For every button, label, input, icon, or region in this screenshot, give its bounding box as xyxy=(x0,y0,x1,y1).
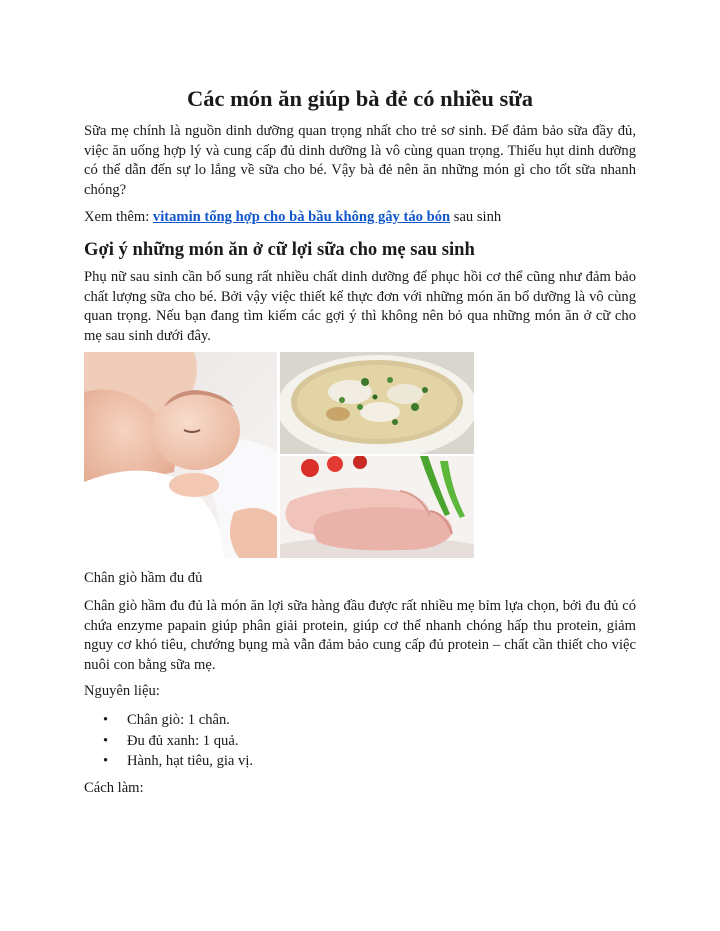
section-heading: Gợi ý những món ăn ở cữ lợi sữa cho mẹ sau sinh xyxy=(84,239,475,260)
breastfeeding-photo xyxy=(84,352,277,558)
page-title: Các món ăn giúp bà đẻ có nhiều sữa xyxy=(186,86,534,111)
see-more-line xyxy=(84,208,636,228)
ingredients-label: Nguyên liệu: xyxy=(84,683,160,699)
section-intro-paragraph: Phụ nữ sau sinh cần bổ sung rất nhiều chất dinh dưỡng để phục hồi cơ thể cũng như đảm bảo chất lượng sữa cho bé. Bởi vậy việc thiết kế thực đơn với những món ăn bổ dưỡng là vô cùng quan trọng. Nếu bạn đang tìm kiếm các gợi ý thì không nên bỏ qua những món ăn ở cữ cho mẹ sau sinh dưới đây. xyxy=(84,269,636,344)
ingredient-text: Đu đủ xanh: 1 quả. xyxy=(127,732,239,749)
photo-collage xyxy=(84,352,474,558)
dish-title: Chân giò hầm đu đủ xyxy=(84,570,203,586)
see-more-suffix: sau sinh xyxy=(450,209,502,225)
soup-bowl-photo xyxy=(280,352,474,454)
list-item xyxy=(84,731,253,752)
see-more-link[interactable]: vitamin tổng hợp cho bà bầu không gây táo bón xyxy=(152,209,451,225)
see-more-prefix: Xem thêm: xyxy=(84,209,153,225)
bullet-icon: • xyxy=(103,753,109,769)
ingredients-list xyxy=(84,710,253,772)
method-label: Cách làm: xyxy=(84,780,144,796)
pig-trotters-photo xyxy=(280,456,474,558)
list-item xyxy=(84,751,253,772)
bullet-icon: • xyxy=(103,732,109,749)
intro-paragraph: Sữa mẹ chính là nguồn dinh dưỡng quan trọng nhất cho trẻ sơ sinh. Để đảm bảo sữa đầy đủ, việc ăn uống hợp lý và cung cấp đủ dinh dưỡng là vô cùng quan trọng. Thiếu hụt dinh dưỡng có thể dẫn đến sự lo lắng về sữa cho bé. Vậy bà đẻ nên ăn những món gì cho tốt sữa nhanh chóng? xyxy=(84,123,636,198)
ingredient-text: Chân giò: 1 chân. xyxy=(127,712,230,728)
list-item xyxy=(84,710,253,731)
bullet-icon: • xyxy=(103,712,109,728)
dish-description: Chân giò hầm đu đủ là món ăn lợi sữa hàng đầu được rất nhiều mẹ bỉm lựa chọn, bởi đu đủ có chứa enzyme papain giúp phân giải protein, giúp cơ thể nhanh chóng hấp thu protein, giảm nguy cơ khó tiêu, chướng bụng mà vẫn đảm bảo cung cấp đủ protein – chất cần thiết cho việc nuôi con bằng sữa mẹ. xyxy=(84,598,636,673)
ingredient-text: Hành, hạt tiêu, gia vị. xyxy=(127,753,254,769)
